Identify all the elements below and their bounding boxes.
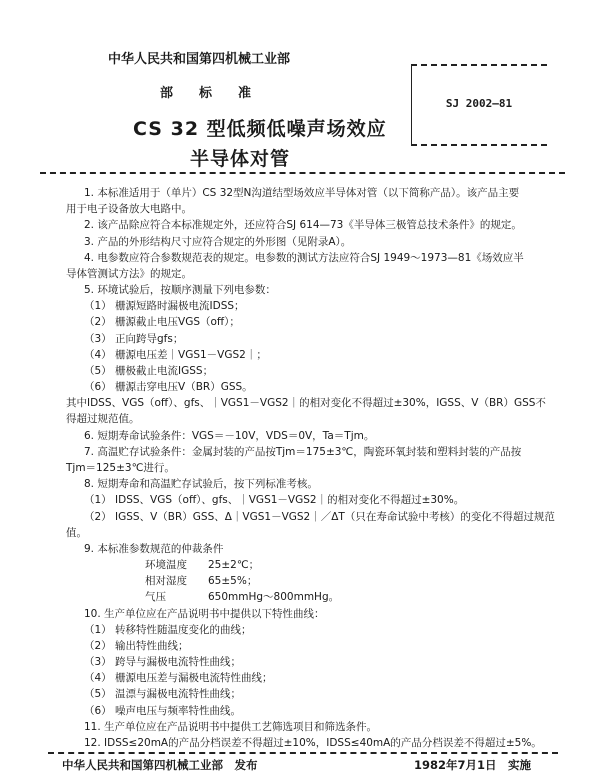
- header-divider: [40, 172, 565, 174]
- clause-10-item2: （2） 输出特性曲线；: [84, 640, 189, 652]
- standard-code: SJ 2002—81: [445, 97, 513, 110]
- clause-10-item5: （5） 温漂与漏极电流特性曲线；: [84, 688, 242, 700]
- clause-10-item3: （3） 跨导与漏极电流特性曲线；: [84, 656, 242, 668]
- clause-5-item5: （5） 栅极截止电流IGSS；: [84, 365, 214, 377]
- clause-7: 7. 高温贮存试验条件：金属封装的产品按Tjm＝175±3℃，陶瓷环氧封装和塑料封装的产品按: [84, 446, 522, 458]
- clause-9: 9. 本标准参数规范的仲裁条件: [84, 543, 224, 555]
- clause-4: 4. 电参数应符合参数规范表的规定。电参数的测试方法应符合SJ 1949～1973—81《场效应半: [84, 252, 524, 264]
- clause-10-item6: （6） 噪声电压与频率特性曲线。: [84, 705, 242, 717]
- clause-5-item2: （2） 栅源截止电压VGS（off）；: [84, 316, 240, 328]
- clause-12: 12. IDSS≤20mA的产品分档误差不得超过±10%，IDSS≤40mA的产品分档误差不得超过±5%。: [84, 737, 542, 749]
- clause-9-temperature: 环境温度 25±2℃；: [145, 559, 260, 571]
- clause-5-item1: （1） 栅源短路时漏极电流IDSS；: [84, 300, 245, 312]
- footer-issuer: 中华人民共和国第四机械工业部 发布: [62, 758, 258, 772]
- clause-8-item1: （1） IDSS、VGS（off）、gfs、｜VGS1－VGS2｜的相对变化不得超过±30%。: [84, 494, 465, 506]
- footer-date: 1982年7月1日 实施: [414, 758, 532, 772]
- clause-8-item2-cont: 值。: [66, 527, 87, 539]
- clause-3: 3. 产品的外形结构尺寸应符合规定的外形图（见附录A）。: [84, 236, 352, 248]
- clause-4-cont: 导体管测试方法》的规定。: [66, 268, 192, 280]
- clause-1: 1. 本标准适用于（单片）CS 32型N沟道结型场效应半导体对管（以下简称产品）。该产品主要: [84, 187, 520, 199]
- issuing-ministry: 中华人民共和国第四机械工业部: [108, 52, 291, 67]
- clause-10: 10. 生产单位应在产品说明书中提供以下特性曲线：: [84, 608, 325, 620]
- clause-9-pressure: 气压 650mmHg～800mmHg。: [145, 591, 340, 603]
- document-title-line2: 半导体对管: [190, 148, 291, 170]
- clause-9-humidity: 相对湿度 65±5%；: [145, 575, 258, 587]
- clause-8: 8. 短期寿命和高温贮存试验后，按下列标准考核。: [84, 478, 318, 490]
- clause-5-item4: （4） 栅源电压差｜VGS1－VGS2｜；: [84, 349, 267, 361]
- clause-5-item6: （6） 栅源击穿电压V（BR）GSS。: [84, 381, 253, 393]
- footer-divider: [48, 752, 558, 754]
- clause-10-item4: （4） 栅源电压差与漏极电流特性曲线；: [84, 672, 273, 684]
- clause-1-cont: 用于电子设备放大电路中。: [66, 203, 192, 215]
- clause-8-item2: （2） IGSS、V（BR）GSS、Δ｜VGS1－VGS2｜／ΔT（只在寿命试验中考核）的变化不得超过规范: [84, 511, 555, 523]
- clause-2: 2. 该产品除应符合本标准规定外，还应符合SJ 614—73《半导体三极管总技术条件》的规定。: [84, 219, 522, 231]
- clause-5-note-cont: 得超过规范值。: [66, 413, 140, 425]
- clause-10-item1: （1） 转移特性随温度变化的曲线；: [84, 624, 252, 636]
- clause-6: 6. 短期寿命试验条件：VGS＝－10V，VDS＝0V，Ta＝Tjm。: [84, 430, 375, 442]
- clause-5-item3: （3） 正向跨导gfs；: [84, 333, 184, 345]
- clause-5-note: 其中IDSS、VGS（off）、gfs、｜VGS1－VGS2｜的相对变化不得超过±30%，IGSS、V（BR）GSS不: [66, 397, 546, 409]
- standard-code-box: [411, 64, 547, 146]
- clause-11: 11. 生产单位应在产品说明书中提供工艺筛选项目和筛选条件。: [84, 721, 378, 733]
- document-title-line1: CS 32 型低频低噪声场效应: [133, 118, 387, 140]
- standard-type: 部 标 准: [160, 86, 252, 101]
- clause-7-cont: Tjm＝125±3℃进行。: [66, 462, 175, 474]
- clause-5: 5. 环境试验后，按顺序测量下列电参数：: [84, 284, 276, 296]
